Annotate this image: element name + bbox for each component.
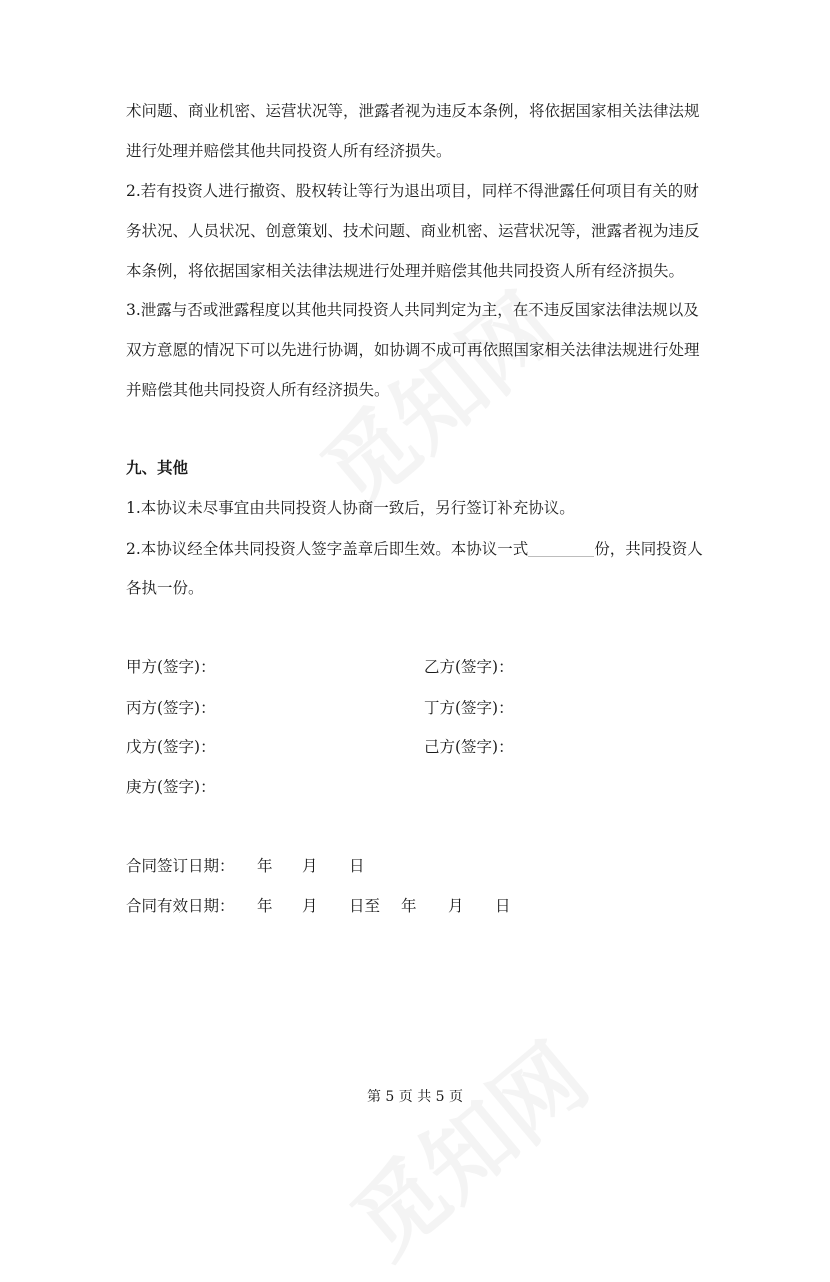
body-line: 3.泄露与否或泄露程度以其他共同投资人共同判定为主，在不违反国家法律法规以及 [126, 301, 699, 319]
body-line: 并赔偿其他共同投资人所有经济损失。 [126, 381, 390, 399]
signature-ding: 丁方(签字)： [424, 699, 514, 717]
body-line: 2.若有投资人进行撤资、股权转让等行为退出项目，同样不得泄露任何项目有关的财 [126, 182, 699, 200]
valid-date-month: 月 [302, 897, 318, 915]
body-line: 双方意愿的情况下可以先进行协调，如协调不成可再依照国家相关法律法规进行处理 [126, 341, 700, 359]
section-heading: 九、其他 [126, 459, 189, 477]
signature-ji: 己方(签字)： [424, 738, 514, 756]
clause-text: 份，共同投资人 [594, 540, 703, 558]
signature-yi: 乙方(签字)： [424, 658, 514, 676]
signature-bing: 丙方(签字)： [126, 699, 216, 717]
sign-date-day: 日 [349, 857, 365, 875]
body-line: 本条例，将依据国家相关法律法规进行处理并赔偿其他共同投资人所有经济损失。 [126, 262, 685, 280]
valid-date-day-to: 日至 [349, 897, 381, 915]
body-line: 务状况、人员状况、创意策划、技术问题、商业机密、运营状况等，泄露者视为违反 [126, 222, 700, 240]
signature-geng: 庚方(签字)： [126, 778, 216, 796]
page-number: 第 5 页 共 5 页 [366, 1089, 464, 1105]
copies-blank [528, 538, 594, 557]
valid-date-end-year: 年 [401, 897, 417, 915]
clause-item [126, 538, 711, 559]
body-line: 进行处理并赔偿其他共同投资人所有经济损失。 [126, 142, 452, 160]
sign-date-month: 月 [302, 857, 318, 875]
watermark [320, 1008, 610, 1281]
valid-date-year: 年 [257, 897, 273, 915]
signature-wu: 戊方(签字)： [126, 738, 216, 756]
body-line: 术问题、商业机密、运营状况等，泄露者视为违反本条例，将依据国家相关法律法规 [126, 102, 700, 120]
clause-item: 各执一份。 [126, 579, 204, 597]
clause-item: 1.本协议未尽事宜由共同投资人协商一致后，另行签订补充协议。 [126, 499, 575, 517]
signature-jia: 甲方(签字)： [126, 658, 216, 676]
valid-date-end-day: 日 [495, 897, 511, 915]
clause-text: 2.本协议经全体共同投资人签字盖章后即生效。本协议一式 [126, 540, 529, 558]
sign-date-year: 年 [257, 857, 273, 875]
valid-date-label: 合同有效日期： [126, 897, 235, 915]
sign-date-label: 合同签订日期： [126, 857, 235, 875]
valid-date-end-month: 月 [448, 897, 464, 915]
